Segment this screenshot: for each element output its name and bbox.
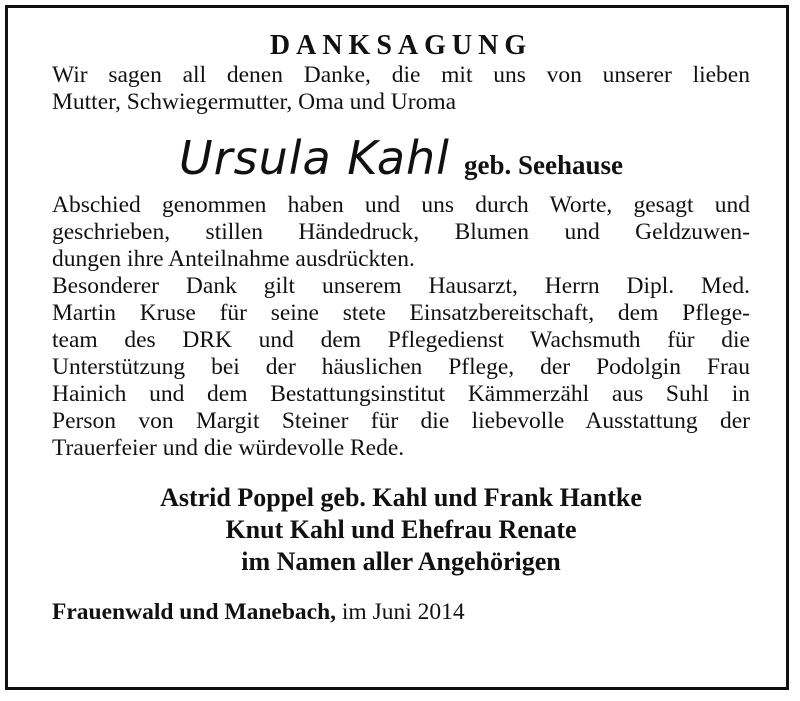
body-line: Besonderer Dank gilt unserem Hausarzt, Herrn Dipl. Med. xyxy=(52,273,750,299)
intro-paragraph xyxy=(52,62,750,116)
place-date-line xyxy=(52,598,750,626)
body-line: dungen ihre Anteilnahme ausdrückten. xyxy=(52,246,415,272)
body-line: geschrieben, stillen Händedruck, Blumen und Geldzuwen- xyxy=(52,219,750,245)
signer-line: Knut Kahl und Ehefrau Renate xyxy=(225,515,577,544)
deceased-name: Ursula Kahl xyxy=(179,131,450,185)
intro-line: Mutter, Schwiegermutter, Oma und Uroma xyxy=(52,89,457,115)
place-location: Frauenwald und Manebach, xyxy=(52,599,337,625)
signers-block xyxy=(52,482,750,578)
body-line: Person von Margit Steiner für die liebevolle Ausstattung der xyxy=(52,408,750,434)
place-date: im Juni 2014 xyxy=(336,599,465,625)
body-line: Hainich und dem Bestattungsinstitut Kämmerzähl aus Suhl in xyxy=(52,381,750,407)
notice-title: DANKSAGUNG xyxy=(269,30,533,61)
body-line: Trauerfeier und die würdevolle Rede. xyxy=(52,435,405,461)
deceased-name-row xyxy=(52,131,750,192)
intro-line: Wir sagen all denen Danke, die mit uns von unserer lieben xyxy=(52,62,750,88)
body-line: Abschied genommen haben und uns durch Worte, gesagt und xyxy=(52,192,750,218)
body-paragraph-1 xyxy=(52,192,750,273)
thank-you-notice xyxy=(52,30,750,626)
signer-line: Astrid Poppel geb. Kahl und Frank Hantke xyxy=(160,483,642,512)
deceased-maiden-name: geb. Seehause xyxy=(463,150,623,180)
body-line: Unterstützung bei der häuslichen Pflege, der Podolgin Frau xyxy=(52,354,750,380)
signer-line: im Namen aller Angehörigen xyxy=(241,547,561,576)
body-line: Martin Kruse für seine stete Einsatzbereitschaft, dem Pflege- xyxy=(52,300,750,326)
body-line: team des DRK und dem Pflegedienst Wachsmuth für die xyxy=(52,327,750,353)
body-paragraph-2 xyxy=(52,273,750,462)
